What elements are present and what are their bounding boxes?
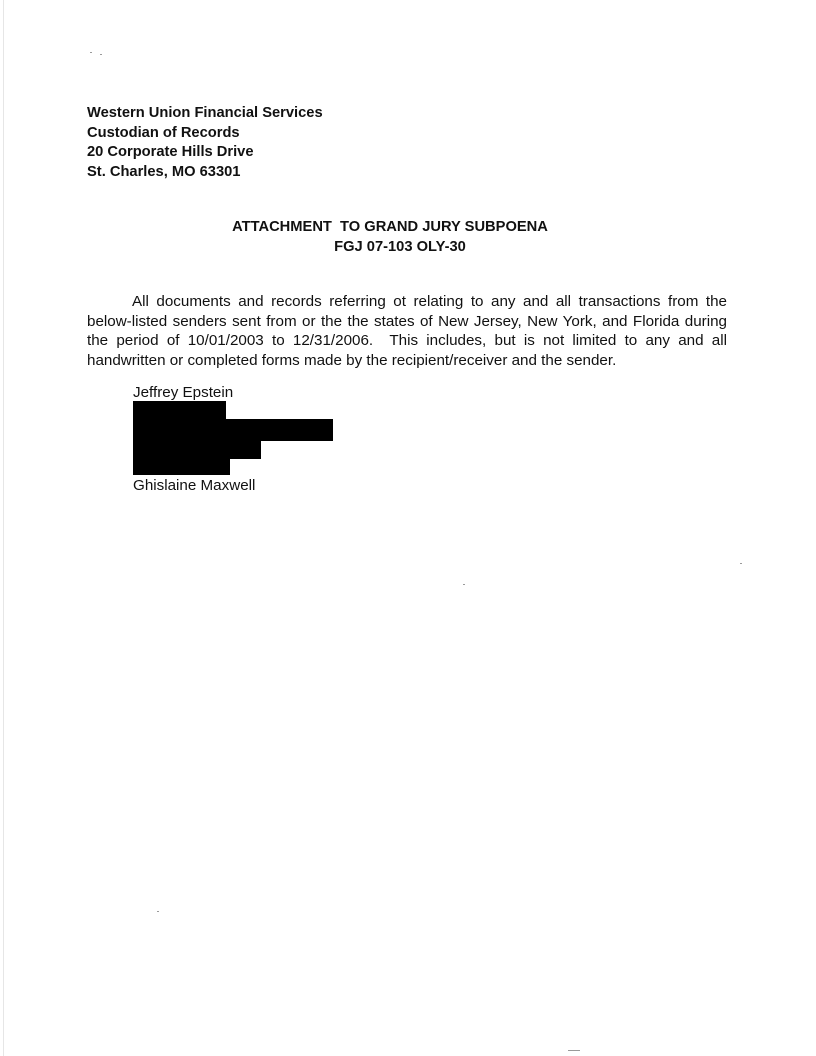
scan-speck: [90, 52, 92, 53]
scan-speck: [463, 584, 465, 585]
address-line-street: 20 Corporate Hills Drive: [87, 144, 254, 160]
redacted-names-block: [133, 401, 343, 475]
address-line-department: Custodian of Records: [87, 124, 240, 141]
address-line-city: St. Charles, MO 63301: [87, 163, 241, 180]
sender-name-last: Ghislaine Maxwell: [133, 477, 256, 494]
redaction-bar: [133, 441, 261, 459]
redaction-bar: [133, 401, 226, 419]
scan-speck: [157, 911, 159, 912]
scan-speck: [740, 563, 742, 564]
scan-speck: [100, 54, 102, 55]
scan-speck: [568, 1050, 580, 1051]
sender-name-first: Jeffrey Epstein: [133, 384, 234, 401]
scan-edge: [3, 0, 4, 1056]
recipient-address: [87, 104, 323, 182]
redaction-bar: [133, 419, 333, 441]
subpoena-number: FGJ 07-103 OLY-30: [334, 239, 466, 255]
sender-list: [133, 384, 343, 494]
address-line-company: Western Union Financial Services: [87, 105, 323, 121]
redaction-bar: [133, 459, 230, 475]
request-paragraph: All documents and records referring ot relating to any and all transactions from the below-listed senders sent from or the the states of New Jersey, New York, and Florida during the period of 10/01/2003 to 12/31/2006. This includes, but is not limited to any and all handwritten or completed forms made by the recipient/receiver and the sender.: [87, 293, 732, 369]
attachment-title: ATTACHMENT TO GRAND JURY SUBPOENA: [232, 219, 548, 235]
